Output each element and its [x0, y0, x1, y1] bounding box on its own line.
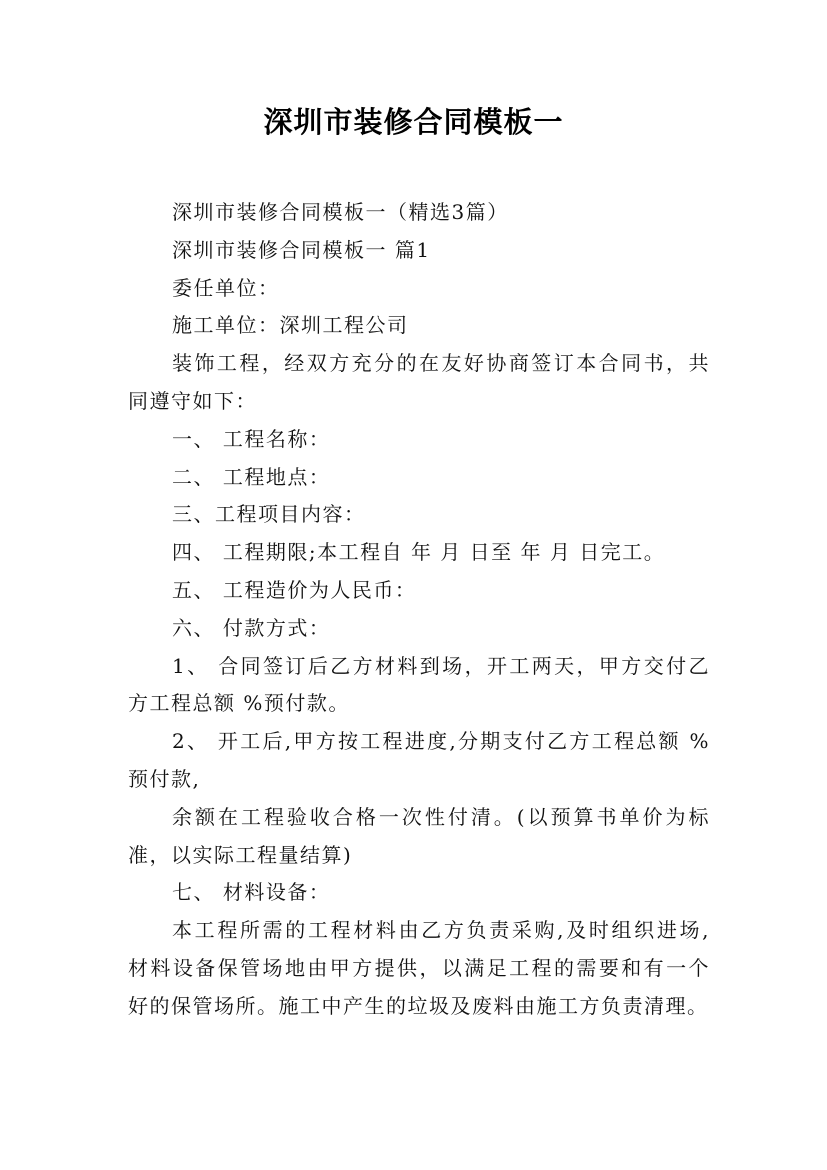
clause-project-period: 四、 工程期限;本工程自 年 月 日至 年 月 日完工。: [172, 540, 666, 565]
paragraph-section-heading: 深圳市装修合同模板一 篇1: [172, 237, 431, 262]
payment-balance-line-2: 准，以实际工程量结算): [128, 842, 353, 867]
document-body: [128, 194, 710, 1026]
paragraph-intro-line-2: 同遵守如下：: [128, 388, 257, 413]
paragraph-client-unit: 委任单位：: [172, 275, 280, 300]
materials-text-line-2: 材料设备保管场地由甲方提供，以满足工程的需要和有一个: [128, 955, 710, 980]
clause-materials: 七、 材料设备：: [172, 880, 331, 905]
paragraph-subtitle: 深圳市装修合同模板一（精选3篇）: [172, 200, 509, 224]
document-title: 深圳市装修合同模板一: [263, 105, 564, 139]
paragraph-intro-line-1: 装饰工程，经双方充分的在友好协商签订本合同书，共: [172, 351, 710, 376]
clause-project-location: 二、 工程地点：: [172, 464, 331, 489]
clause-project-cost: 五、 工程造价为人民币：: [172, 577, 417, 602]
clause-project-content: 三、工程项目内容：: [172, 502, 366, 527]
payment-item-2-line-1: 2、 开工后,甲方按工程进度,分期支付乙方工程总额 %: [172, 729, 710, 754]
paragraph-contractor-unit: 施工单位：深圳工程公司: [172, 313, 409, 338]
payment-item-1-line-2: 方工程总额 %预付款。: [128, 691, 350, 716]
payment-balance-line-1: 余额在工程验收合格一次性付清。(以预算书单价为标: [172, 804, 710, 829]
payment-item-2-line-2: 预付款,: [128, 766, 201, 791]
materials-text-line-1: 本工程所需的工程材料由乙方负责采购,及时组织进场,: [172, 918, 710, 943]
clause-payment-method: 六、 付款方式：: [172, 615, 331, 640]
payment-item-1-line-1: 1、 合同签订后乙方材料到场，开工两天，甲方交付乙: [172, 653, 710, 678]
clause-project-name: 一、 工程名称：: [172, 426, 331, 451]
materials-text-line-3: 好的保管场所。施工中产生的垃圾及废料由施工方负责清理。: [128, 993, 709, 1018]
